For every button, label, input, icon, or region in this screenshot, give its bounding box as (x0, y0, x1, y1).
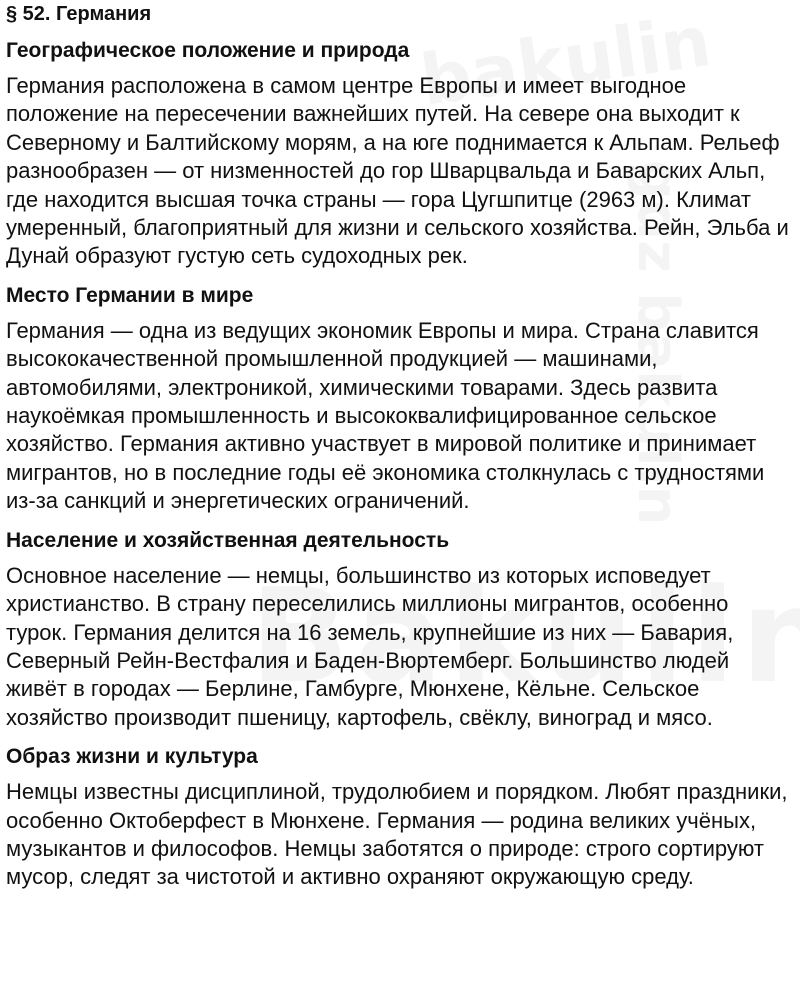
section-paragraph: Германия расположена в самом центре Европы и имеет выгодное положение на пересечении важнейших путей. На севере она выходит к Северному и Балтийскому морям, а на юге поднимается к Альпам. Рельеф разнообразен — от низменностей до гор Шварцвальда и Баварских Альп, где находится высшая точка страны — гора Цугшпитце (2963 м). Климат умеренный, благоприятный для жизни и сельского хозяйства. Рейн, Эльба и Дунай образуют густую сеть судоходных рек. (6, 73, 789, 269)
section-lifestyle-culture (6, 734, 794, 894)
section-heading: Образ жизни и культура (6, 745, 258, 769)
section-heading: Географическое положение и природа (6, 39, 410, 62)
section-heading: Население и хозяйственная деятельность (6, 528, 450, 552)
section-world-position (6, 273, 794, 518)
section-paragraph: Основное население — немцы, большинство из которых исповедует христианство. В страну переселились миллионы мигрантов, особенно турок. Германия делится на 16 земель, крупнейшие из них — Бавария, Северный Рейн-Вестфалия и Баден-Вюртемберг. Большинство людей живёт в городах — Берлине, Гамбурге, Мюнхене, Кёльне. Сельское хозяйство производит пшеницу, картофель, свёклу, виноград и мясо. (6, 562, 734, 730)
section-heading: Место Германии в мире (6, 283, 254, 307)
section-population-economy (6, 518, 794, 734)
section-geography (6, 28, 794, 273)
section-paragraph: Немцы известны дисциплиной, трудолюбием и порядком. Любят праздники, особенно Октоберфест в Мюнхене. Германия — родина великих учёных, музыкантов и философов. Немцы заботятся о природе: строго сортируют мусор, следят за чистотой и активно охраняют окружающую среду. (6, 779, 788, 890)
section-paragraph: Германия — одна из ведущих экономик Европы и мира. Страна славится высококачественной промышленной продукцией — машинами, автомобилями, электроникой, химическими товарами. Здесь развита наукоёмкая промышленность и высококвалифицированное сельское хозяйство. Германия активно участвует в мировой политике и принимает мигрантов, но в последние годы её экономика столкнулась с трудностями из-за санкций и энергетических ограничений. (6, 317, 765, 514)
section-title: § 52. Германия (6, 3, 152, 25)
